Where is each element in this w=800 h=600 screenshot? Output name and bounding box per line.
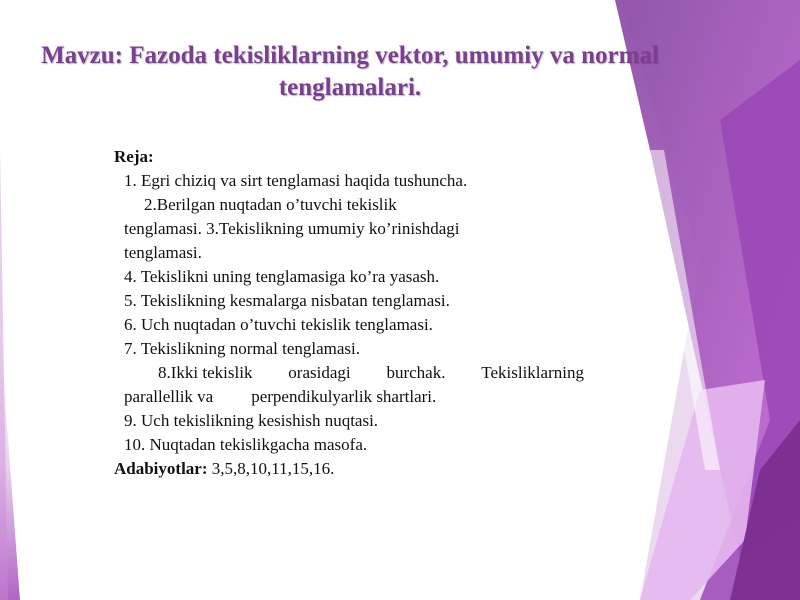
left-accent-thin bbox=[0, 150, 8, 600]
plan-item-8-word-2: orasidagi bbox=[288, 363, 351, 382]
title-line-2: tenglamalari. bbox=[278, 74, 422, 101]
plan-item-8-word-4: Tekisliklarning bbox=[481, 363, 584, 382]
plan-item-8b-right: perpendikulyarlik shartlari. bbox=[251, 387, 437, 406]
plan-item-8-word-3: burchak. bbox=[386, 363, 446, 382]
plan-item-6: 6. Uch nuqtadan o’tuvchi tekislik tenglamasi. bbox=[124, 315, 433, 334]
plan-item-5: 5. Tekislikning kesmalarga nisbatan tenglamasi. bbox=[124, 291, 450, 310]
plan-item-8a bbox=[114, 361, 584, 385]
plan-heading: Reja: bbox=[114, 147, 154, 166]
plan-item-7: 7. Tekislikning normal tenglamasi. bbox=[124, 339, 360, 358]
plan-item-2a: 2.Berilgan nuqtadan o’tuvchi tekislik bbox=[144, 195, 397, 214]
slide-title bbox=[30, 40, 670, 104]
plan-item-3b: tenglamasi. bbox=[124, 243, 202, 262]
plan-item-8b-left: parallellik va bbox=[124, 387, 214, 406]
references-label: Adabiyotlar: bbox=[114, 459, 208, 478]
plan-item-10: 10. Nuqtadan tekislikgacha masofa. bbox=[124, 435, 368, 454]
plan-item-1: 1. Egri chiziq va sirt tenglamasi haqida tushuncha. bbox=[124, 171, 468, 190]
references-value: 3,5,8,10,11,15,16. bbox=[207, 459, 335, 478]
plan-item-4: 4. Tekislikni uning tenglamasiga ko’ra yasash. bbox=[124, 267, 440, 286]
plan-content bbox=[114, 145, 604, 481]
plan-item-2b: tenglamasi. 3.Tekislikning umumiy ko’rinishdagi bbox=[124, 219, 460, 238]
plan-item-8-word-1: 8.Ikki tekislik bbox=[158, 363, 253, 382]
references bbox=[114, 457, 604, 481]
plan-item-8b bbox=[114, 385, 604, 409]
plan-item-9: 9. Uch tekislikning kesishish nuqtasi. bbox=[124, 411, 379, 430]
title-line-1: Mavzu: Fazoda tekisliklarning vektor, umumiy va normal bbox=[41, 42, 659, 69]
